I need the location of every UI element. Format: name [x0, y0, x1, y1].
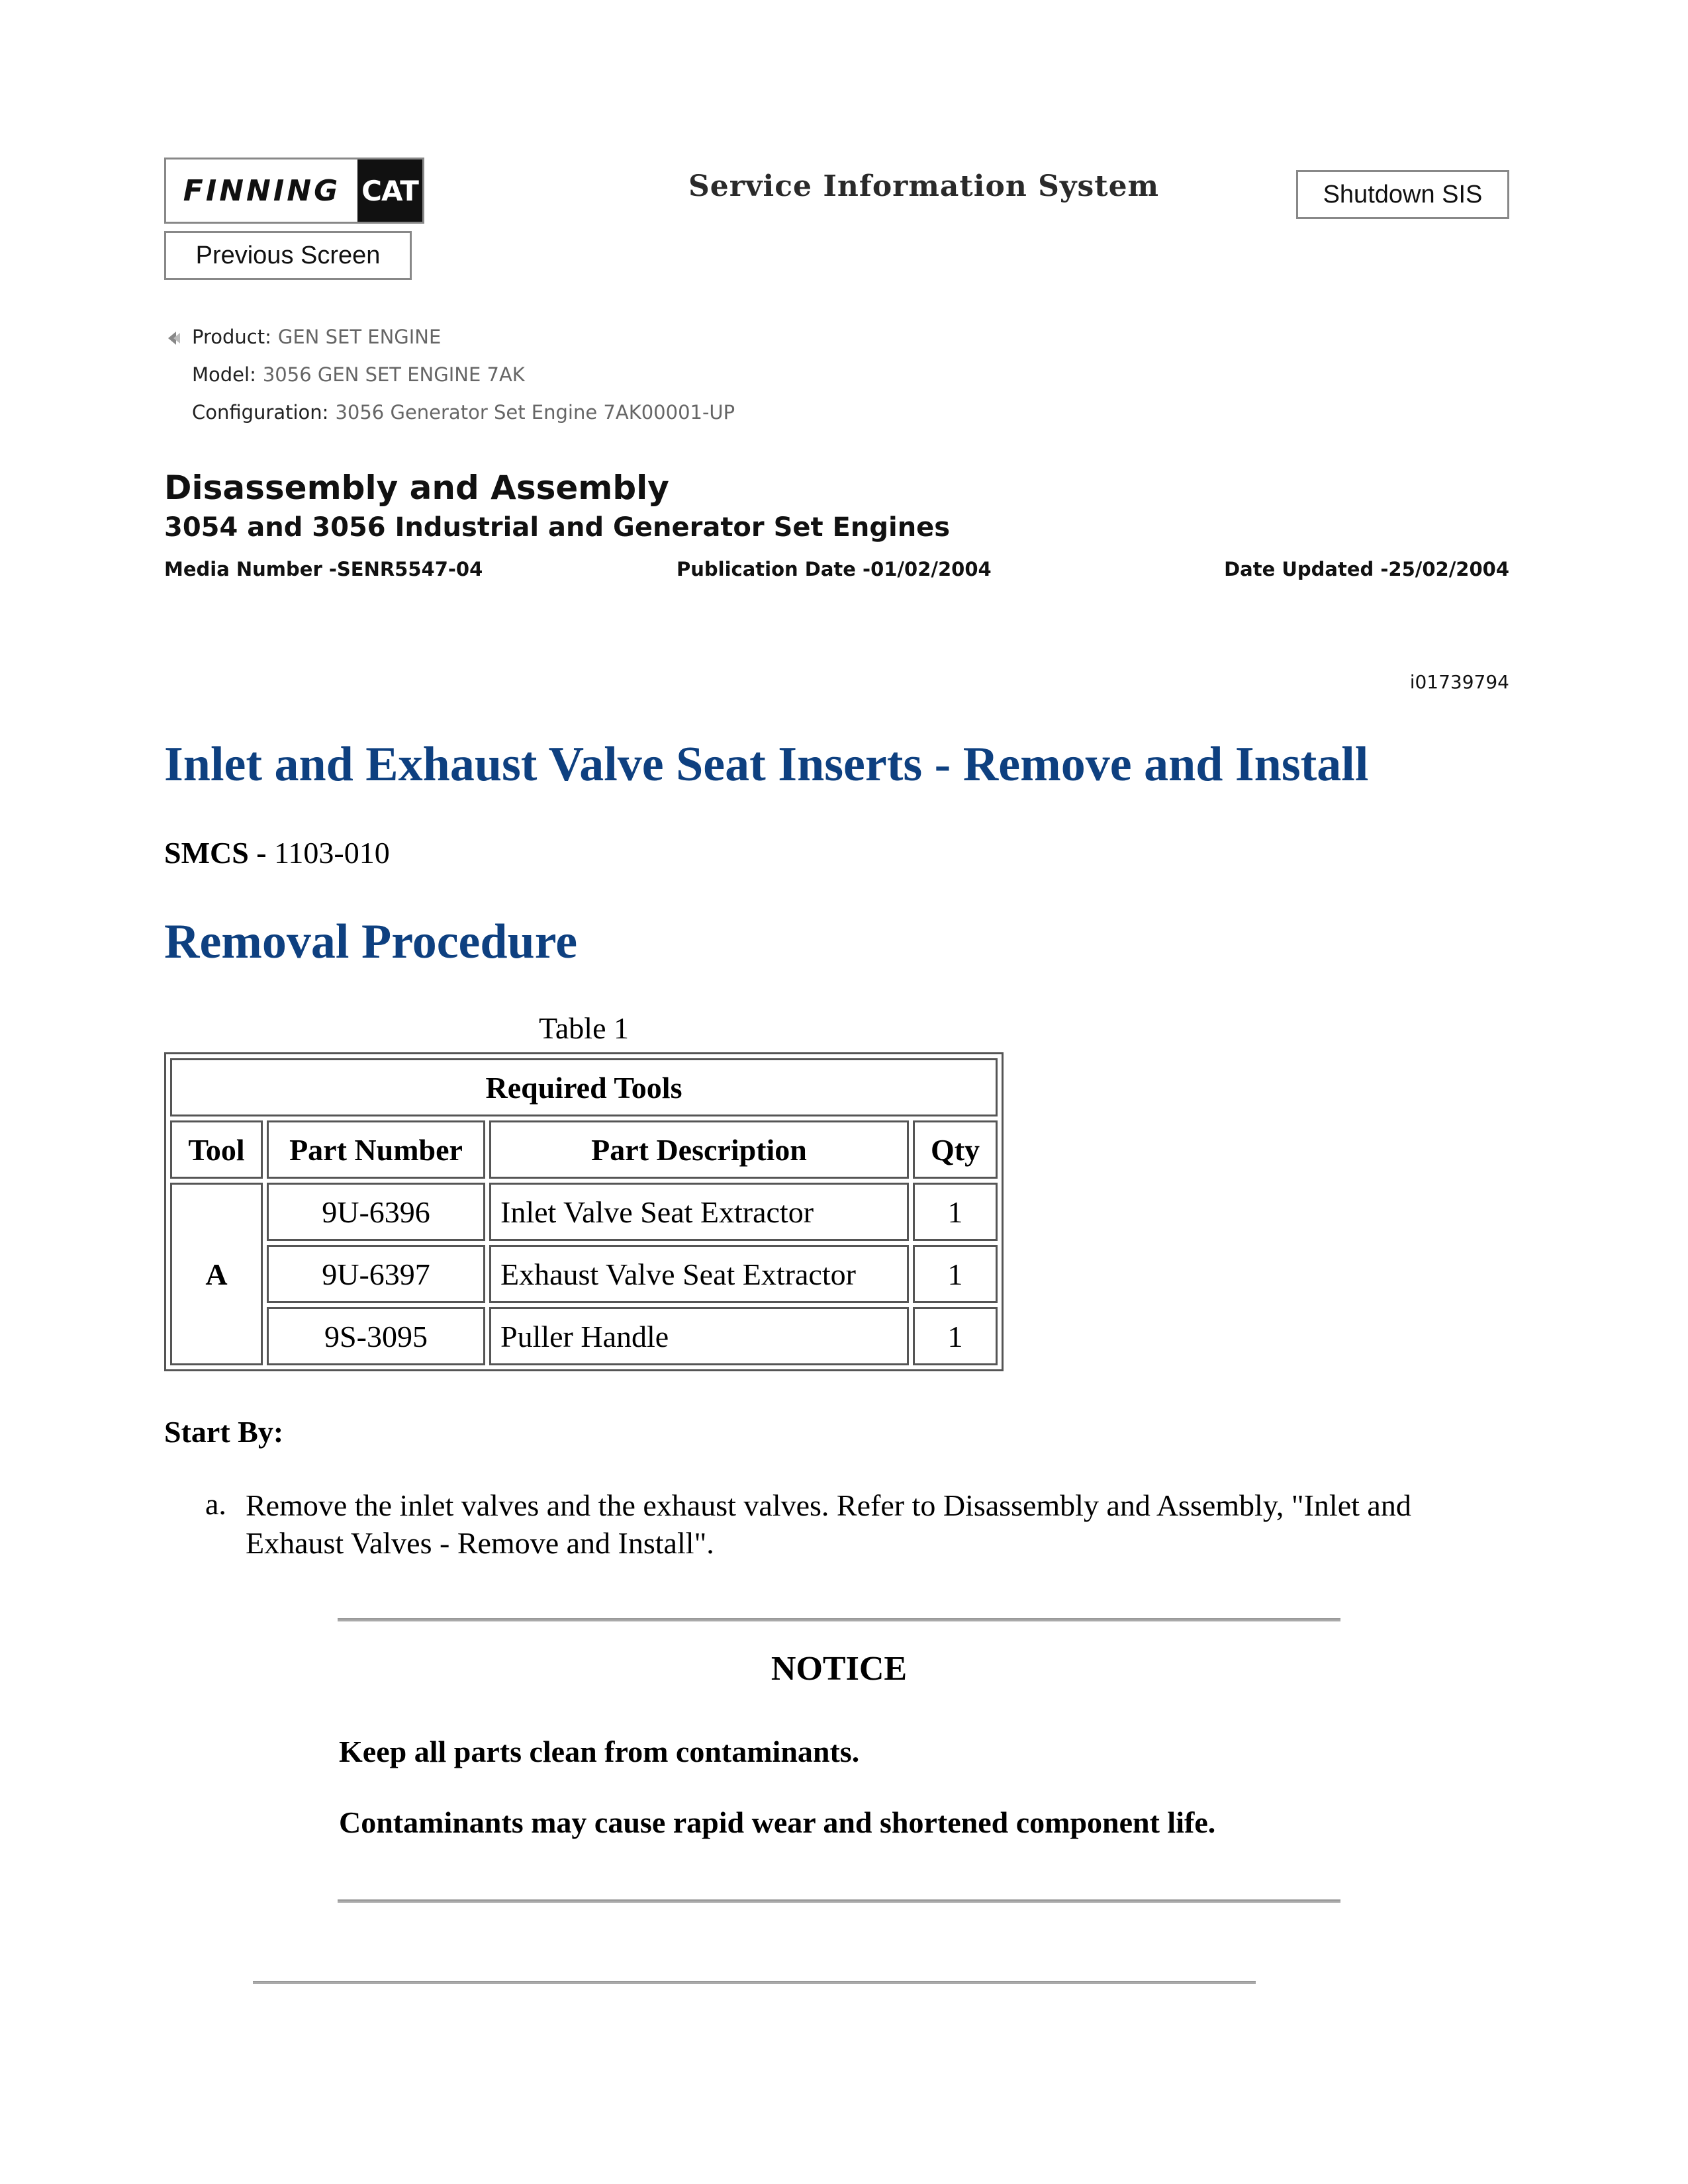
qty-cell: 1: [913, 1307, 998, 1365]
table-row: [170, 1307, 998, 1365]
media-number: Media Number -SENR5547-04: [164, 558, 483, 580]
document-subtitle: 3054 and 3056 Industrial and Generator Set Engines: [164, 512, 951, 543]
notice-line-2: Contaminants may cause rapid wear and shortened component life.: [339, 1805, 1216, 1839]
document-title: Disassembly and Assembly: [164, 469, 669, 507]
back-arrow-icon[interactable]: [164, 329, 183, 347]
qty-cell: 1: [913, 1183, 998, 1241]
smcs-value: 1103-010: [274, 836, 390, 870]
header-tool: Tool: [170, 1120, 263, 1179]
description-cell: Inlet Valve Seat Extractor: [489, 1183, 909, 1241]
required-tools-table: [164, 1052, 1004, 1371]
finning-logo-text: FINNING: [183, 173, 341, 208]
description-cell: Puller Handle: [489, 1307, 909, 1365]
qty-cell: 1: [913, 1245, 998, 1303]
part-number-cell: 9U-6396: [267, 1183, 485, 1241]
document-id: i01739794: [1409, 671, 1509, 693]
product-row: [192, 326, 441, 348]
table-row: [170, 1245, 998, 1303]
step-a-text: Remove the inlet valves and the exhaust valves. Refer to Disassembly and Assembly, "Inlet and Exhaust Valves - Remove and Install".: [246, 1488, 1411, 1560]
notice-line-1: Keep all parts clean from contaminants.: [339, 1735, 860, 1768]
product-value: GEN SET ENGINE: [277, 326, 442, 348]
table-header-row: [170, 1120, 998, 1179]
header-qty: Qty: [913, 1120, 998, 1179]
notice-top-divider: [338, 1618, 1340, 1621]
part-number-cell: 9U-6397: [267, 1245, 485, 1303]
part-number-cell: 9S-3095: [267, 1307, 485, 1365]
section-title: Removal Procedure: [164, 915, 578, 969]
page-title: Inlet and Exhaust Valve Seat Inserts - Remove and Install: [164, 737, 1369, 792]
smcs-code: [164, 835, 390, 870]
cat-logo: CAT: [357, 159, 422, 222]
model-row: [192, 363, 525, 386]
product-label: Product:: [192, 326, 271, 348]
system-title: Service Information System: [688, 169, 1160, 203]
table-caption: Table 1: [538, 1011, 629, 1045]
shutdown-sis-button[interactable]: Shutdown SIS: [1296, 170, 1509, 219]
model-label: Model:: [192, 363, 256, 386]
configuration-row: [192, 401, 735, 424]
configuration-value: 3056 Generator Set Engine 7AK00001-UP: [335, 401, 735, 424]
table-title: Required Tools: [170, 1058, 998, 1116]
previous-screen-button[interactable]: Previous Screen: [164, 231, 412, 280]
configuration-label: Configuration:: [192, 401, 329, 424]
smcs-label: SMCS -: [164, 836, 267, 870]
finning-cat-logo: [164, 158, 424, 224]
description-cell: Exhaust Valve Seat Extractor: [489, 1245, 909, 1303]
table-row: [170, 1183, 998, 1241]
publication-date: Publication Date -01/02/2004: [677, 558, 992, 580]
step-a-marker: a.: [205, 1487, 226, 1521]
notice-title: NOTICE: [771, 1650, 908, 1688]
notice-bottom-divider: [338, 1899, 1340, 1903]
tool-cell: A: [170, 1183, 263, 1365]
header-part-number: Part Number: [267, 1120, 485, 1179]
section-divider: [253, 1981, 1256, 1984]
date-updated: Date Updated -25/02/2004: [1224, 558, 1509, 580]
header-part-description: Part Description: [489, 1120, 909, 1179]
model-value: 3056 GEN SET ENGINE 7AK: [262, 363, 525, 386]
start-by-label: Start By:: [164, 1415, 284, 1449]
